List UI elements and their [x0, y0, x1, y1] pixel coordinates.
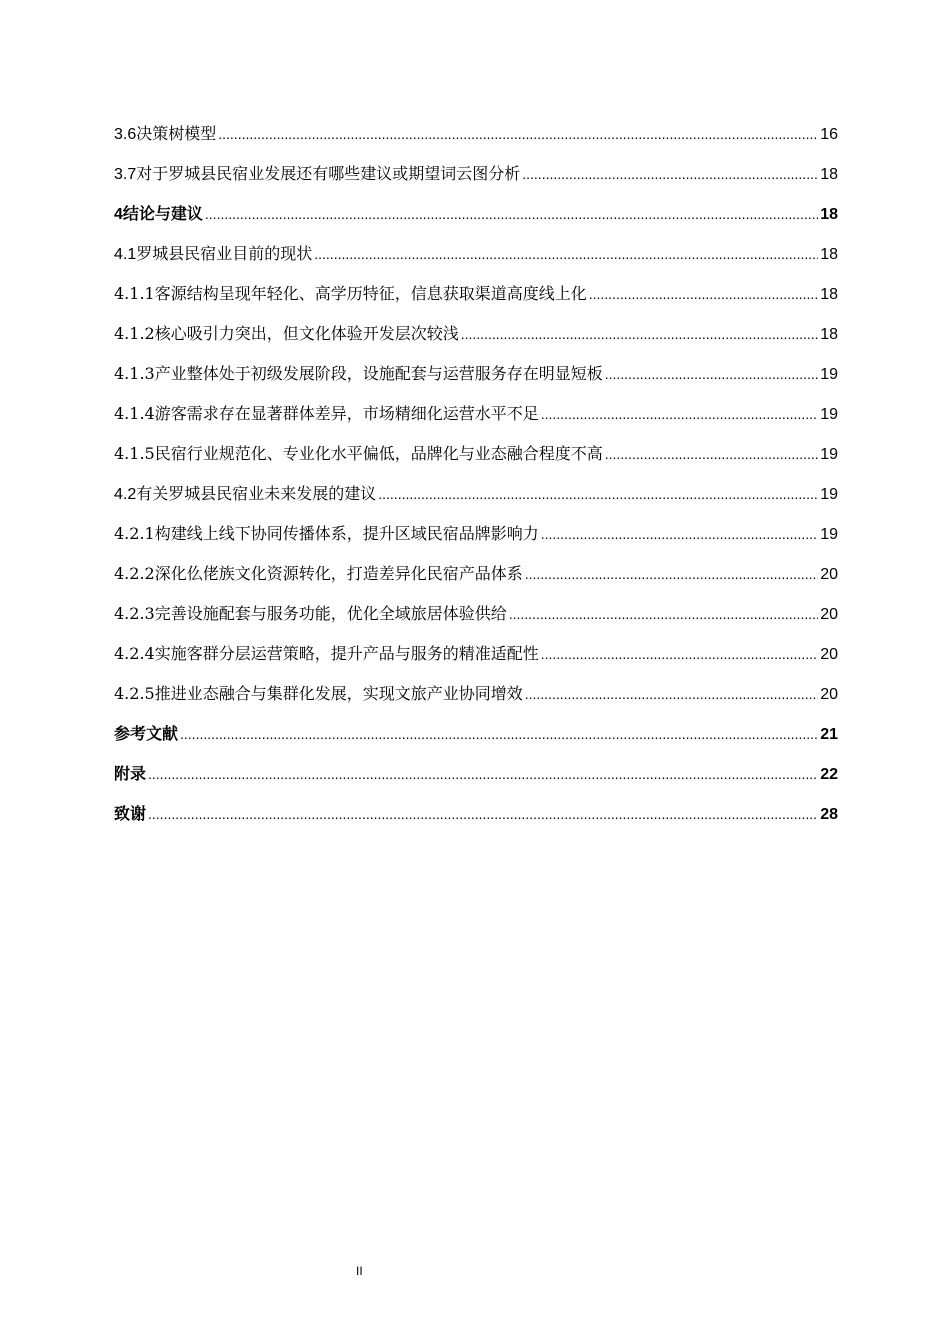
toc-entry-page-number: 19	[820, 486, 838, 503]
toc-dot-leader	[148, 766, 818, 784]
toc-entry-title: 4.2.3完善设施配套与服务功能，优化全域旅居体验供给	[114, 604, 507, 623]
toc-entry-title: 4结论与建议	[114, 206, 203, 223]
toc-dot-leader	[541, 644, 818, 663]
toc-entry-page-number: 18	[820, 326, 838, 343]
toc-entry[interactable]	[114, 121, 838, 161]
toc-entry[interactable]	[114, 161, 838, 201]
toc-entry-page-number: 18	[820, 286, 838, 303]
toc-entry-page-number: 20	[820, 606, 838, 623]
toc-entry-title: 附录	[114, 766, 147, 783]
toc-entry[interactable]	[114, 401, 838, 441]
toc-dot-leader	[378, 486, 818, 504]
toc-dot-leader	[541, 524, 818, 543]
toc-entry-page-number: 20	[820, 686, 838, 703]
toc-entry-page-number: 18	[820, 246, 838, 263]
footer-page-number: II	[356, 1264, 363, 1278]
toc-entry[interactable]	[114, 641, 838, 681]
toc-entry[interactable]	[114, 321, 838, 361]
toc-entry-page-number: 22	[820, 766, 838, 783]
toc-dot-leader	[180, 726, 818, 744]
toc-entry[interactable]	[114, 761, 838, 801]
table-of-contents	[114, 121, 838, 841]
toc-dot-leader	[522, 166, 818, 184]
toc-entry-page-number: 20	[820, 646, 838, 663]
toc-entry-page-number: 16	[820, 126, 838, 143]
toc-entry-title: 4.2有关罗城县民宿业未来发展的建议	[114, 486, 377, 503]
toc-entry-page-number: 19	[820, 406, 838, 423]
toc-entry-title: 4.2.1构建线上线下协同传播体系，提升区域民宿品牌影响力	[114, 524, 539, 543]
toc-entry-title: 4.1.2核心吸引力突出，但文化体验开发层次较浅	[114, 324, 459, 343]
toc-entry-title: 3.6决策树模型	[114, 126, 217, 143]
toc-entry[interactable]	[114, 481, 838, 521]
toc-dot-leader	[314, 246, 818, 264]
toc-entry-page-number: 28	[820, 806, 838, 823]
toc-dot-leader	[605, 364, 818, 383]
toc-entry-page-number: 20	[820, 566, 838, 583]
toc-entry-title: 4.2.2深化仫佬族文化资源转化，打造差异化民宿产品体系	[114, 564, 523, 583]
toc-entry-title: 3.7对于罗城县民宿业发展还有哪些建议或期望词云图分析	[114, 166, 521, 183]
toc-entry[interactable]	[114, 521, 838, 561]
toc-entry-title: 4.1.4游客需求存在显著群体差异，市场精细化运营水平不足	[114, 404, 539, 423]
toc-entry-title: 4.2.4实施客群分层运营策略，提升产品与服务的精准适配性	[114, 644, 539, 663]
toc-entry-title: 4.1.1客源结构呈现年轻化、高学历特征，信息获取渠道高度线上化	[114, 284, 587, 303]
toc-dot-leader	[205, 206, 818, 224]
toc-entry[interactable]	[114, 601, 838, 641]
toc-entry[interactable]	[114, 241, 838, 281]
toc-entry[interactable]	[114, 361, 838, 401]
toc-dot-leader	[148, 806, 818, 824]
toc-dot-leader	[525, 684, 818, 703]
toc-dot-leader	[605, 444, 818, 463]
toc-entry-title: 致谢	[114, 806, 147, 823]
toc-entry-title: 4.1罗城县民宿业目前的现状	[114, 246, 313, 263]
toc-dot-leader	[461, 324, 818, 343]
toc-entry-page-number: 21	[820, 726, 838, 743]
toc-entry[interactable]	[114, 201, 838, 241]
toc-entry-title: 4.1.5民宿行业规范化、专业化水平偏低，品牌化与业态融合程度不高	[114, 444, 603, 463]
toc-entry-title: 4.2.5推进业态融合与集群化发展，实现文旅产业协同增效	[114, 684, 523, 703]
toc-entry[interactable]	[114, 801, 838, 841]
toc-entry[interactable]	[114, 281, 838, 321]
toc-entry-page-number: 18	[820, 206, 838, 223]
toc-entry-page-number: 19	[820, 366, 838, 383]
toc-dot-leader	[589, 284, 818, 303]
toc-entry[interactable]	[114, 561, 838, 601]
toc-entry[interactable]	[114, 681, 838, 721]
toc-dot-leader	[218, 126, 818, 144]
toc-dot-leader	[525, 564, 818, 583]
toc-entry-page-number: 18	[820, 166, 838, 183]
toc-entry-page-number: 19	[820, 526, 838, 543]
toc-dot-leader	[509, 604, 818, 623]
toc-entry-page-number: 19	[820, 446, 838, 463]
toc-entry[interactable]	[114, 721, 838, 761]
toc-dot-leader	[541, 404, 818, 423]
toc-entry-title: 参考文献	[114, 726, 179, 743]
toc-entry-title: 4.1.3产业整体处于初级发展阶段，设施配套与运营服务存在明显短板	[114, 364, 603, 383]
toc-entry[interactable]	[114, 441, 838, 481]
